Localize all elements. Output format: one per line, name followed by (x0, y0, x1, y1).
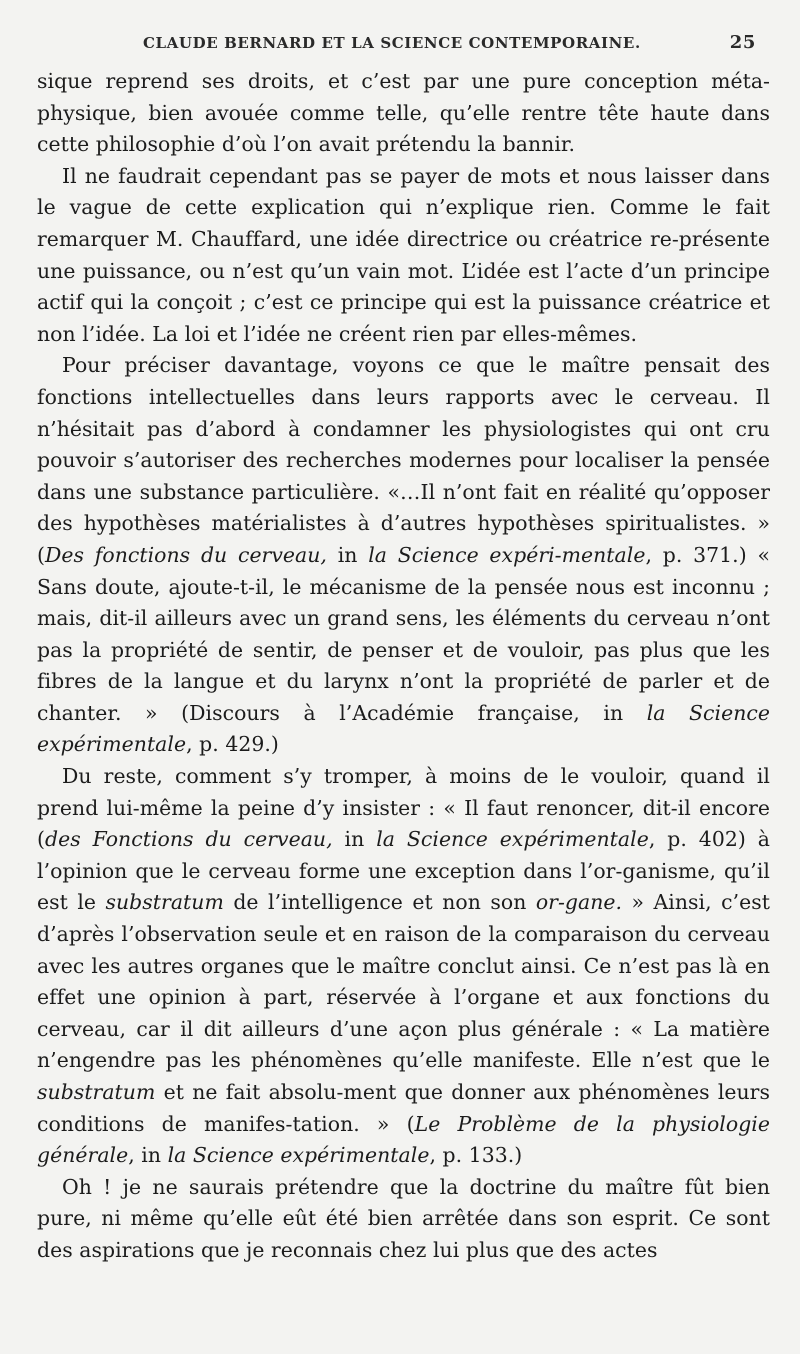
text-run: de l’intelligence et non son (223, 890, 536, 915)
italic-citation: des Fonctions du cerveau, (45, 827, 333, 852)
text-run: , p. 133.) (429, 1143, 523, 1168)
text-run: in (326, 542, 369, 567)
italic-citation: Des fonctions du cerveau, (45, 542, 327, 567)
text-run: sique reprend ses droits, et c’est par une pure conception méta-physique, bien avouée comme telle, qu’elle rentre tête haute dans cette philosophie d’où l’on avait prétendu la bannir. (37, 69, 770, 157)
italic-citation: la Science expéri-mentale (368, 542, 646, 567)
italic-citation: la Science expérimentale (37, 700, 770, 757)
text-run: » Ainsi, c’est d’après l’observation seule et en raison de la comparaison du cerveau avec les autres organes que le maître conclut ainsi. Ce n’est pas là en effet une opinion à part, réservée à l’organe et aux fonctions du cerveau, car il dit ailleurs d’une açon plus générale : « La matière n’engendre pas les phénomènes qu’elle manifeste. Elle n’est que le (37, 890, 770, 1073)
paragraph-p3 (37, 350, 770, 761)
paragraph-p1 (37, 66, 770, 161)
body-text (37, 66, 770, 1267)
text-run: Oh ! je ne saurais prétendre que la doctrine du maître fût bien pure, ni même qu’elle eût été bien arrêtée dans son esprit. Ce sont des aspirations que je reconnais chez lui plus que des actes (37, 1174, 770, 1262)
text-run: Du reste, comment s’y tromper, à moins de le vouloir, quand il prend lui-même la peine d’y insister : « Il faut renoncer, dit-il encore ( (37, 764, 770, 852)
text-run: , p. 402) à l’opinion que le cerveau forme une exception dans l’or-ganisme, qu’il est le (37, 827, 770, 915)
paragraph-p2 (37, 161, 770, 351)
text-run: Pour préciser davantage, voyons ce que le maître pensait des fonctions intellectuelles dans leurs rapports avec le cerveau. Il n’hésitait pas d’abord à condamner les physiologistes qui ont cru pouvoir s’autoriser des recherches modernes pour localiser la pensée dans une substance particulière. «…Il n’ont fait en réalité qu’opposer des hypothèses matérialistes à d’autres hypothèses spiritualistes. » ( (37, 353, 770, 567)
italic-citation: la Science expérimentale (167, 1143, 430, 1168)
running-header (37, 30, 770, 66)
italic-citation: or-gane. (535, 890, 623, 915)
text-run: , in (128, 1143, 168, 1168)
running-title: CLAUDE BERNARD ET LA SCIENCE CONTEMPORAINE. (143, 34, 641, 52)
italic-citation: Le Problème de la physiologie générale (37, 1111, 770, 1168)
text-run: et ne fait absolu-ment que donner aux phénomènes leurs conditions de manifes-tation. » ( (37, 1080, 770, 1136)
page-number: 25 (729, 32, 756, 53)
italic-citation: la Science expérimentale (376, 827, 649, 852)
italic-citation: substratum (37, 1080, 156, 1104)
text-run: , p. 371.) « Sans doute, ajoute-t-il, le mécanisme de la pensée nous est inconnu ; mais, dit-il ailleurs avec un grand sens, les éléments du cerveau n’ont pas la propriété de sentir, de penser et de vouloir, pas plus que les fibres de la langue et du larynx n’ont la propriété de parler et de chanter. » (Discours à l’Académie française, in (37, 542, 770, 725)
paragraph-p4 (37, 761, 770, 1172)
text-run: in (332, 827, 377, 852)
paragraph-p5 (37, 1172, 770, 1267)
italic-citation: substratum (105, 890, 224, 915)
text-run: , p. 429.) (186, 732, 279, 757)
text-run: Il ne faudrait cependant pas se payer de mots et nous laisser dans le vague de cette explication qui n’explique rien. Comme le fait remarquer M. Chauffard, une idée directrice ou créatrice re-présente une puissance, ou n’est qu’un vain mot. L’idée est l’acte d’un principe actif qui la conçoit ; c’est ce principe qui est la puissance créatrice et non l’idée. La loi et l’idée ne créent rien par elles-mêmes. (37, 163, 770, 346)
